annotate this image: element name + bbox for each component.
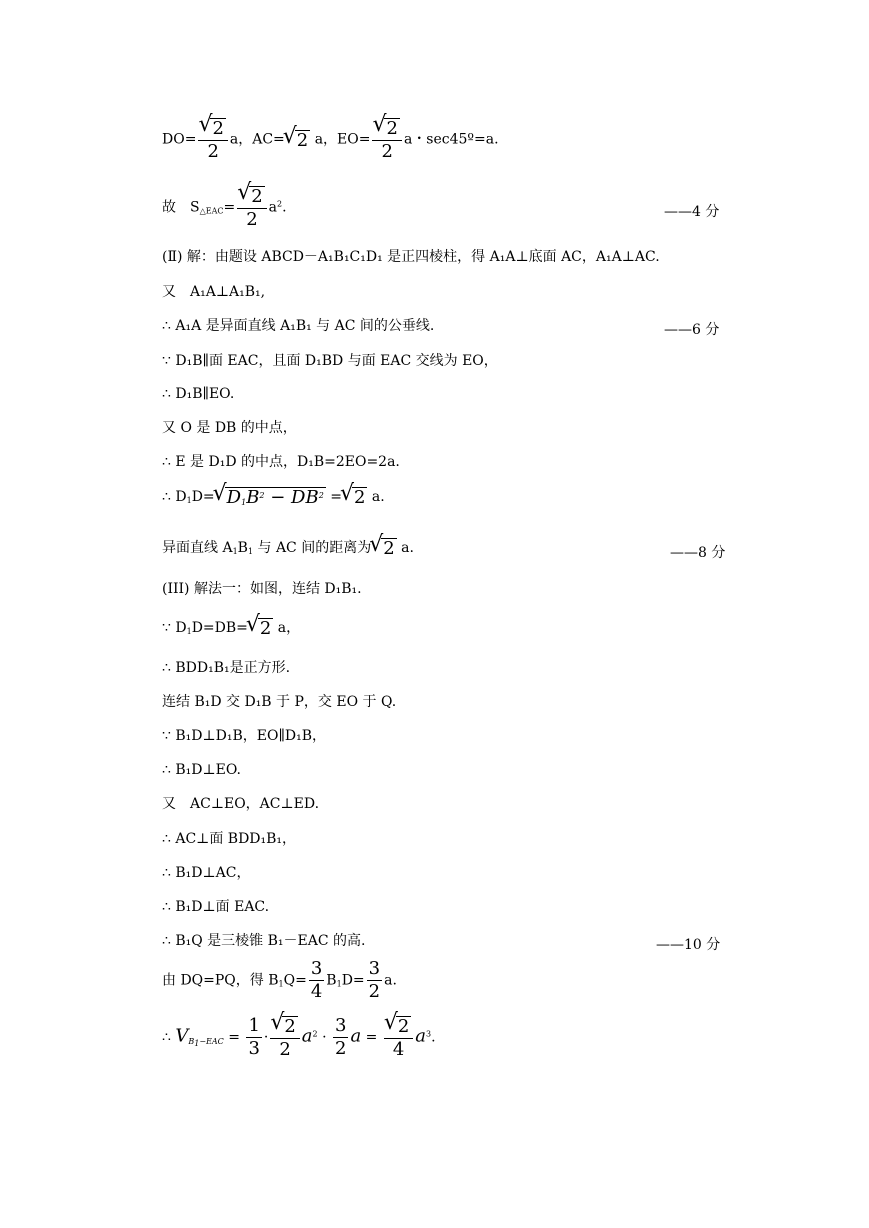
text-line: 又 A₁A⊥A₁B₁, <box>162 284 266 300</box>
formula-line-area: 故 $S_{\triangle EAC}=$ √ $\frac{2}{2}$ $a^2$. <box>162 186 287 229</box>
text-line: ∵ D₁B∥面 EAC，且面 D₁BD 与面 EAC 交线为 EO， <box>162 353 498 369</box>
text-line: ∴ B₁D⊥面 EAC. <box>162 899 270 915</box>
text-line: ∴ B₁Q 是三棱锥 B₁－EAC 的高. <box>162 933 366 949</box>
text-line: (III) 解法一：如图，连结 D₁B₁. <box>162 581 362 597</box>
formula-line-do-ac-eo: DO= √ $\frac{2}{2}$ a，AC=√ 2 a，EO= √ $\frac{2}{2}$ a・sec45º=a. <box>162 118 499 161</box>
score-4: ——4 分 <box>664 204 720 220</box>
score-10: ——10 分 <box>656 937 721 953</box>
text-line: 又 O 是 DB 的中点， <box>162 420 297 436</box>
text-line: (Ⅱ) 解：由题设 ABCD－A₁B₁C₁D₁ 是正四棱柱，得 A₁A⊥底面 AC，A₁A⊥AC. <box>162 249 660 265</box>
text-line: 又 AC⊥EO，AC⊥ED. <box>162 796 320 812</box>
formula-line-b1q: 由 DQ=PQ，得 $B_1Q=$ $\frac{3}{4}$ $B_1D=$ $\frac{3}{2}$ a. <box>162 958 397 1002</box>
text-line: ∴ A₁A 是异面直线 A₁B₁ 与 AC 间的公垂线. <box>162 318 435 334</box>
text-line: ∴ E 是 D₁D 的中点，D₁B=2EO=2a. <box>162 454 400 470</box>
text-line: ∴ BDD₁B₁是正方形. <box>162 660 291 676</box>
score-6: ——6 分 <box>664 322 720 338</box>
formula-line-volume: ∴ $V_{B_1-EAC}$ = $\frac{1}{3}$ · √ $\frac{2}{2}$ $a^2$ · $\frac{3}{2}$ a = √ $\frac{2}{4}$ $a^3$. <box>162 1016 436 1059</box>
score-8: ——8 分 <box>670 545 726 561</box>
formula-line-distance: 异面直线 $A_1B_1$ 与 AC 间的距离为√ 2 a. <box>162 538 414 558</box>
formula-line-d1d-db: ∵ $D_1D=DB=√$ 2 a， <box>162 618 300 638</box>
formula-line-d1d: ∴ $D_1D=√$ $D_1B^2 - DB^2$ =√ 2 a. <box>162 487 385 507</box>
text-line: 连结 B₁D 交 D₁B 于 P，交 EO 于 Q. <box>162 694 397 710</box>
text-line: ∴ B₁D⊥AC， <box>162 865 251 881</box>
text-line: ∴ D₁B∥EO. <box>162 386 235 402</box>
text-line: ∵ B₁D⊥D₁B，EO∥D₁B， <box>162 728 327 744</box>
text-line: ∴ AC⊥面 BDD₁B₁， <box>162 831 297 847</box>
text-line: ∴ B₁D⊥EO. <box>162 762 241 778</box>
